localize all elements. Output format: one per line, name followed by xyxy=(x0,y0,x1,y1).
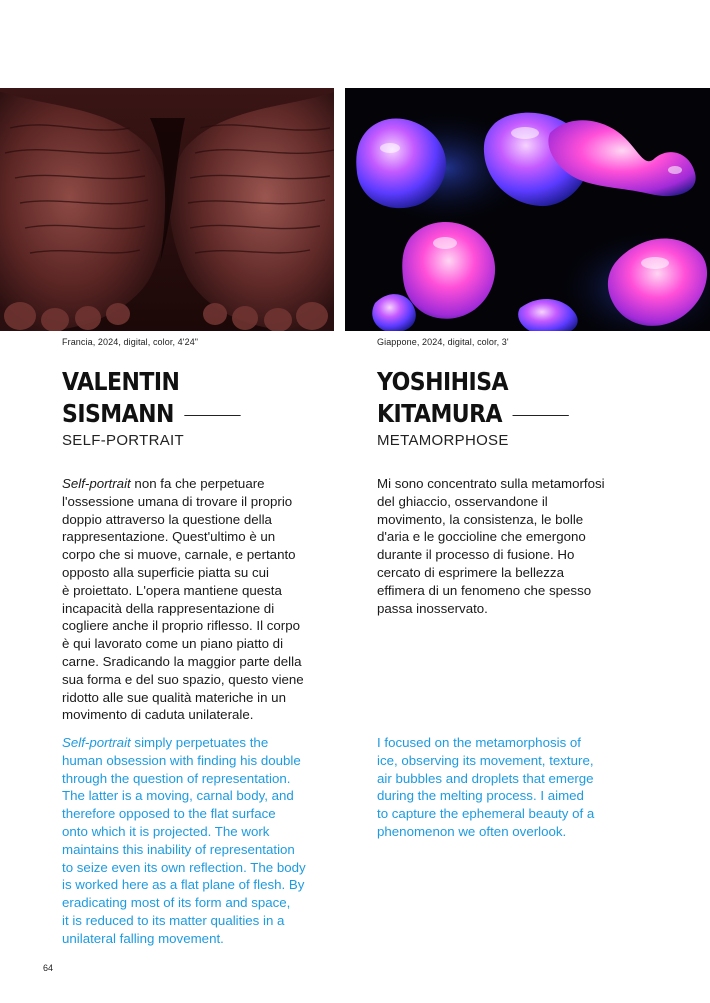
valentin-sismann-film-still xyxy=(0,88,334,331)
artist-name-first: YOSHIHISA xyxy=(377,367,509,396)
heading-rule xyxy=(184,415,240,416)
artist-name xyxy=(377,366,569,430)
feet-image xyxy=(0,88,334,331)
artist-name-last: KITAMURA xyxy=(377,399,503,428)
artist-name-first: VALENTIN xyxy=(62,367,180,396)
yoshihisa-kitamura-film-still xyxy=(345,88,710,331)
italian-description: Mi sono concentrato sulla metamorfosi del ghiaccio, osservandone il movimento, la consistenza, le bolle d'aria e le goccioline che emergono durante il processo di fusione. Ho cercato di esprimere la bellezza effimera di un fenomeno che spesso passa inosservato. xyxy=(377,476,605,616)
ice-blobs-image xyxy=(345,88,710,331)
film-title: SELF-PORTRAIT xyxy=(62,432,184,449)
english-description: I focused on the metamorphosis of ice, observing its movement, texture, air bubbles and droplets that emerge during the melting process. I aimed to capture the ephemeral beauty of a phenomenon we often overlook. xyxy=(377,735,595,839)
film-title: METAMORPHOSE xyxy=(377,432,509,449)
english-description: Self-portrait simply perpetuates the human obsession with finding his double through the question of representation. The latter is a moving, carnal body, and therefore opposed to the flat surface onto which it is projected. The work maintains this inability of representation to seize even its own reflection. The body is worked here as a flat plane of flesh. By eradicating most of its form and space, it is reduced to its matter qualities in a unilateral falling movement. xyxy=(62,735,306,946)
italian-description: Self-portrait non fa che perpetuare l'ossessione umana di trovare il proprio doppio attraverso la questione della rappresentazione. Quest'ultimo è un corpo che si muove, carnale, e pertanto opposto alla superficie piatta su cui è proiettato. L'opera mantiene questa incapacità della rappresentazione di cogliere anche il proprio riflesso. Il corpo è qui lavorato come un piano piatto di carne. Sradicando la maggior parte della sua forma e del suo spazio, questo viene ridotto alle sue qualità materiche in un movimento di caduta unilaterale. xyxy=(62,476,304,723)
page-number: 64 xyxy=(43,963,54,973)
film-caption: Francia, 2024, digital, color, 4'24" xyxy=(62,337,199,347)
artist-name xyxy=(62,366,241,430)
artist-name-last: SISMANN xyxy=(62,399,174,428)
heading-rule xyxy=(513,415,569,416)
film-caption: Giappone, 2024, digital, color, 3' xyxy=(377,337,509,347)
